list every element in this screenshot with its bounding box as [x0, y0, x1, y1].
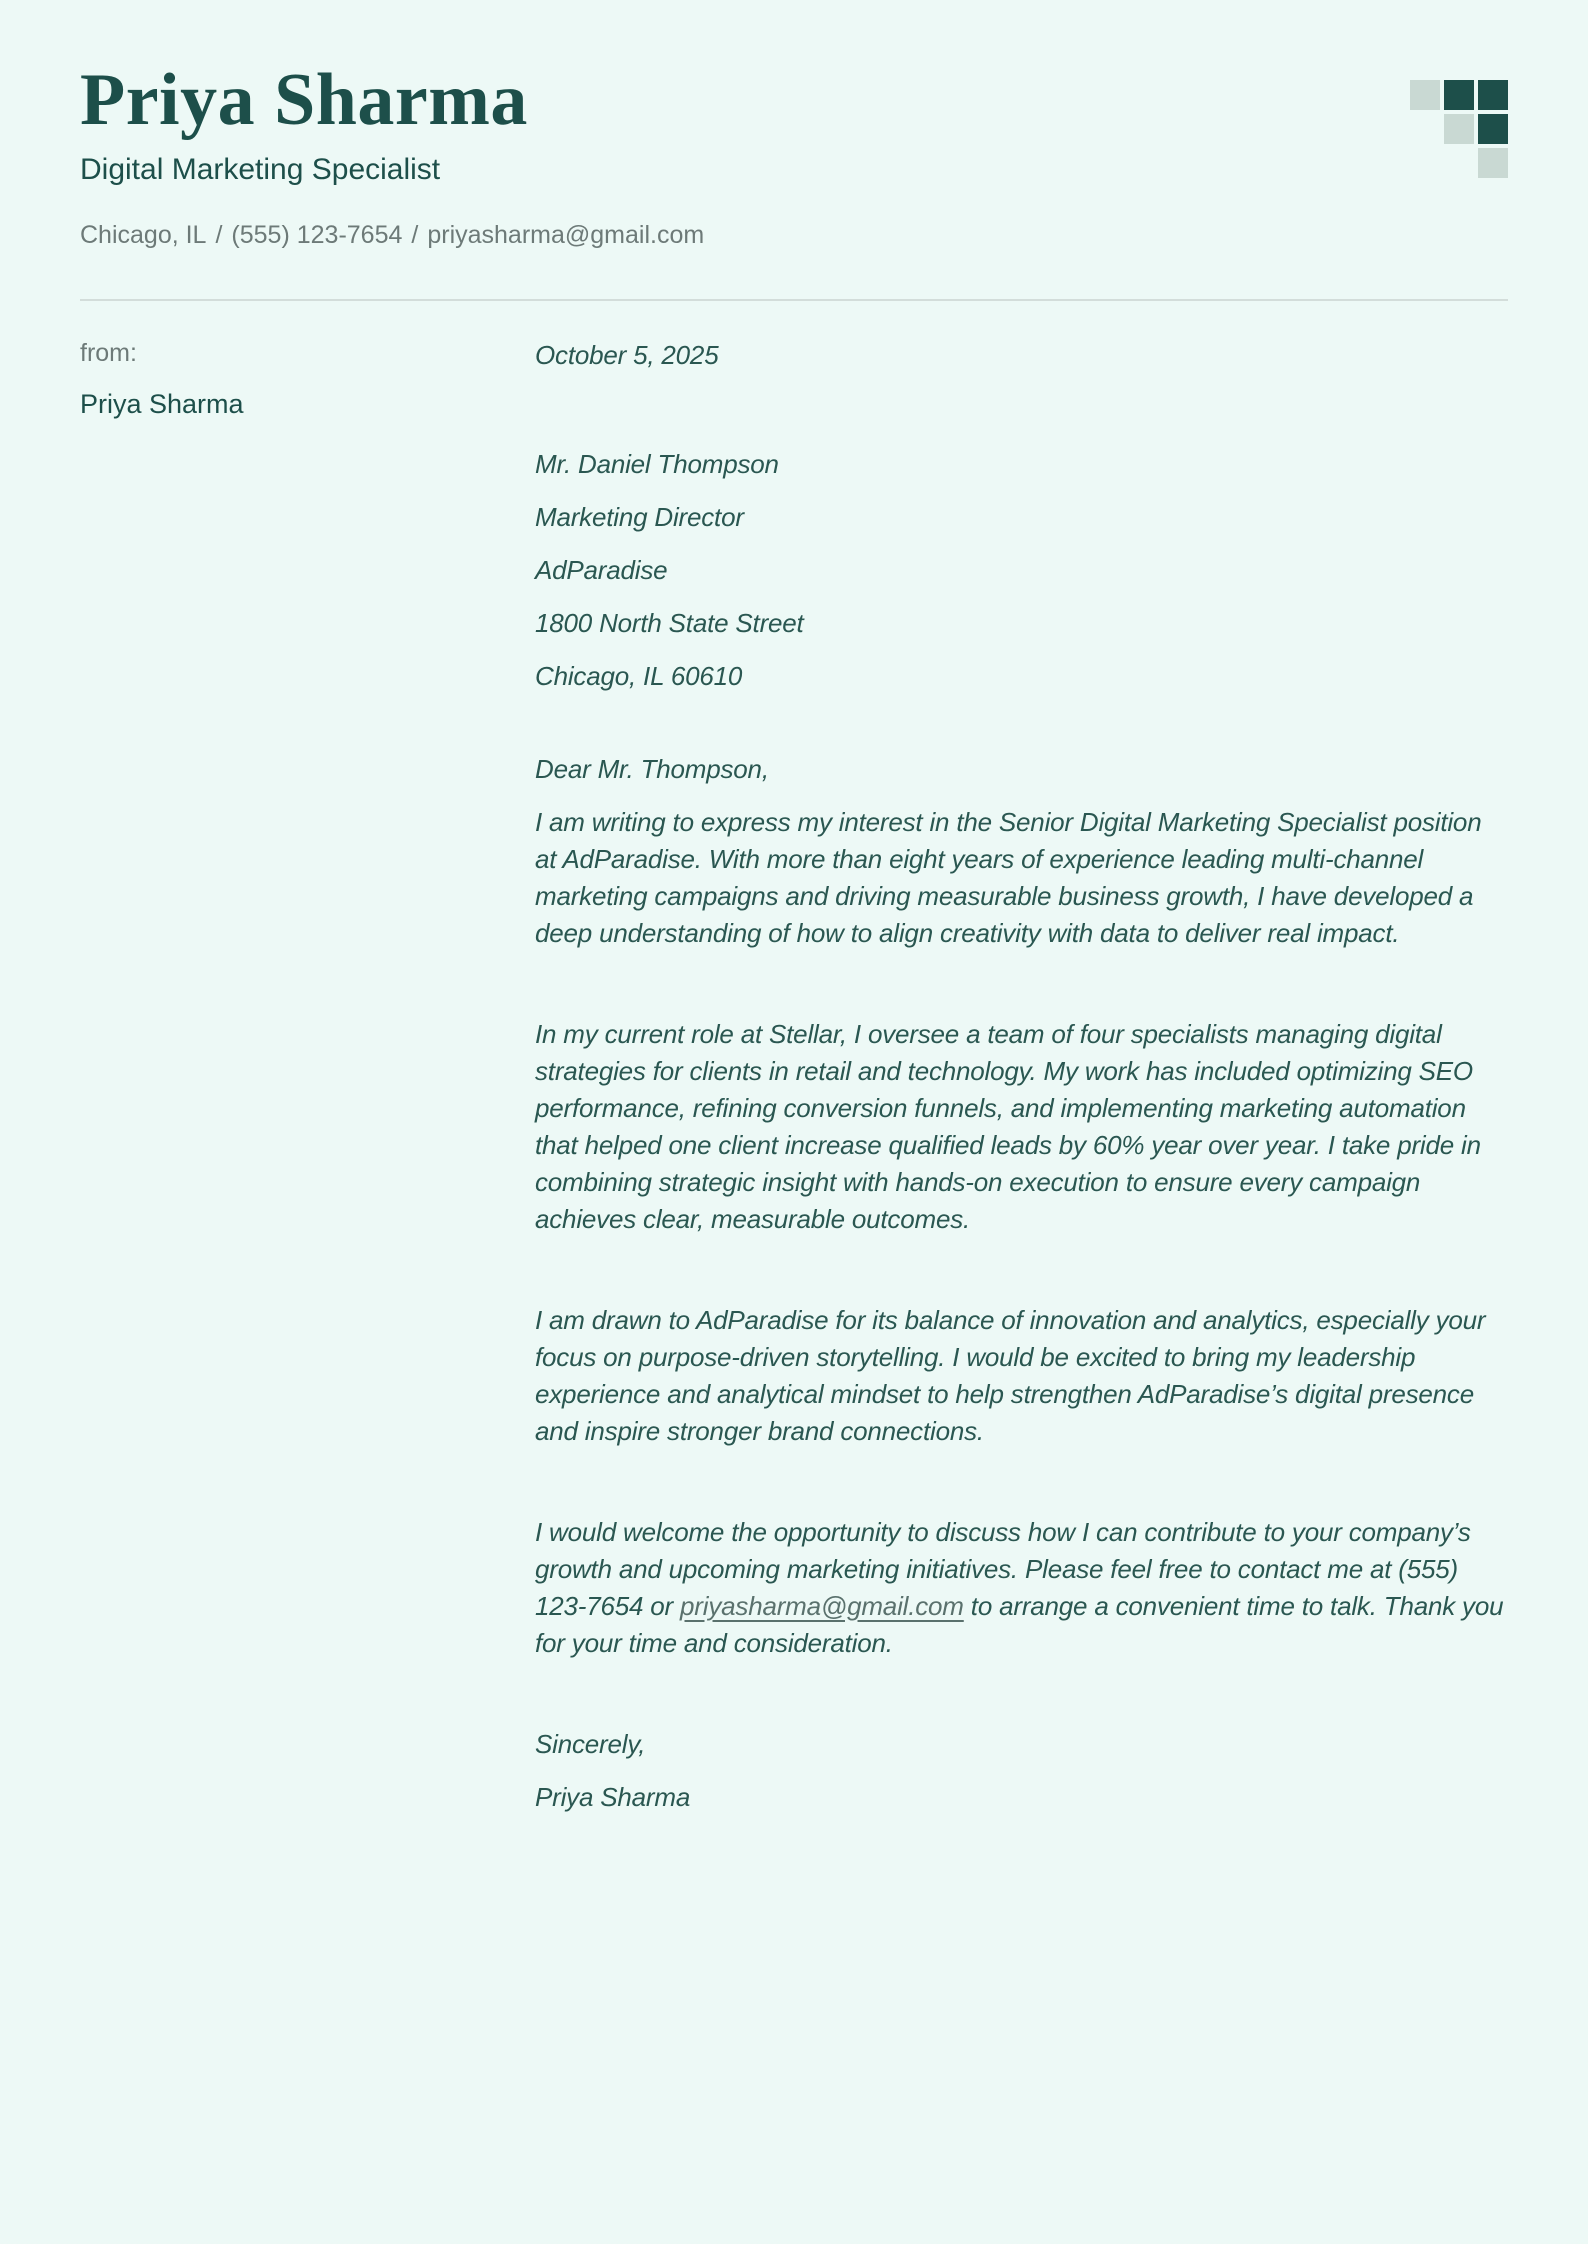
logo-empty-cell: [1444, 148, 1474, 178]
recipient-name: Mr. Daniel Thompson: [535, 448, 779, 479]
letter-body: [535, 337, 1508, 1816]
contact-separator: /: [215, 220, 223, 249]
page-title: Priya Sharma: [80, 59, 528, 141]
logo-square-light: [1410, 80, 1440, 110]
body-paragraph-4: [535, 1514, 1508, 1662]
recipient-street: 1800 North State Street: [535, 607, 804, 638]
logo: [1410, 80, 1508, 178]
letter-area: [80, 337, 1508, 1816]
email-link[interactable]: priyasharma@gmail.com: [680, 1590, 964, 1621]
logo-square-dark: [1478, 114, 1508, 144]
logo-empty-cell: [1410, 148, 1440, 178]
body-paragraph-2: In my current role at Stellar, I oversee a team of four specialists managing digital strategies for clients in retail and technology. My work has included optimizing SEO performance, refining conversion funnels, and implementing marketing automation that helped one client increase qualified leads by 60% year over year. I take pride in combining strategic insight with hands-on execution to ensure every campaign achieves clear, measurable outcomes.: [535, 1018, 1481, 1234]
logo-square-light: [1478, 148, 1508, 178]
contact-paragraph-before: I would welcome the opportunity to discuss how I can contribute to your company’s growth and upcoming marketing initiatives. Please feel free to contact me at (555) 123-7654 or: [535, 1516, 1471, 1621]
contact-paragraph-after: to arrange a convenient time to talk. Thank you for your time and consideration.: [535, 1590, 1504, 1658]
recipient-block: [535, 446, 1508, 695]
closing: Sincerely,: [535, 1728, 646, 1759]
contact-separator: /: [411, 220, 419, 249]
contact-line: [80, 219, 1508, 253]
logo-square-dark: [1444, 80, 1474, 110]
contact-email: priyasharma@gmail.com: [427, 220, 705, 249]
page-header: [80, 60, 1508, 253]
recipient-title: Marketing Director: [535, 501, 744, 532]
recipient-city: Chicago, IL 60610: [535, 660, 743, 691]
from-label: from:: [80, 338, 137, 367]
job-title: Digital Marketing Specialist: [80, 153, 441, 187]
contact-location: Chicago, IL: [80, 220, 207, 249]
body-paragraph-1: I am writing to express my interest in the Senior Digital Marketing Specialist position at AdParadise. With more than eight years of experience leading multi-channel marketing campaigns and driving measurable business growth, I have developed a deep understanding of how to align creativity with data to deliver real impact.: [535, 806, 1482, 948]
logo-empty-cell: [1410, 114, 1440, 144]
logo-square-light: [1444, 114, 1474, 144]
header-divider: [80, 299, 1508, 301]
contact-phone: (555) 123-7654: [231, 220, 403, 249]
letter-date: October 5, 2025: [535, 339, 719, 370]
recipient-company: AdParadise: [535, 554, 668, 585]
signature: Priya Sharma: [535, 1781, 691, 1812]
salutation: Dear Mr. Thompson,: [535, 753, 769, 784]
logo-square-dark: [1478, 80, 1508, 110]
body-paragraph-3: I am drawn to AdParadise for its balance of innovation and analytics, especially your focus on purpose-driven storytelling. I would be excited to bring my leadership experience and analytical mindset to help strengthen AdParadise’s digital presence and inspire stronger brand connections.: [535, 1304, 1486, 1446]
sender-sidebar: [80, 337, 535, 1816]
from-name: Priya Sharma: [80, 389, 244, 420]
